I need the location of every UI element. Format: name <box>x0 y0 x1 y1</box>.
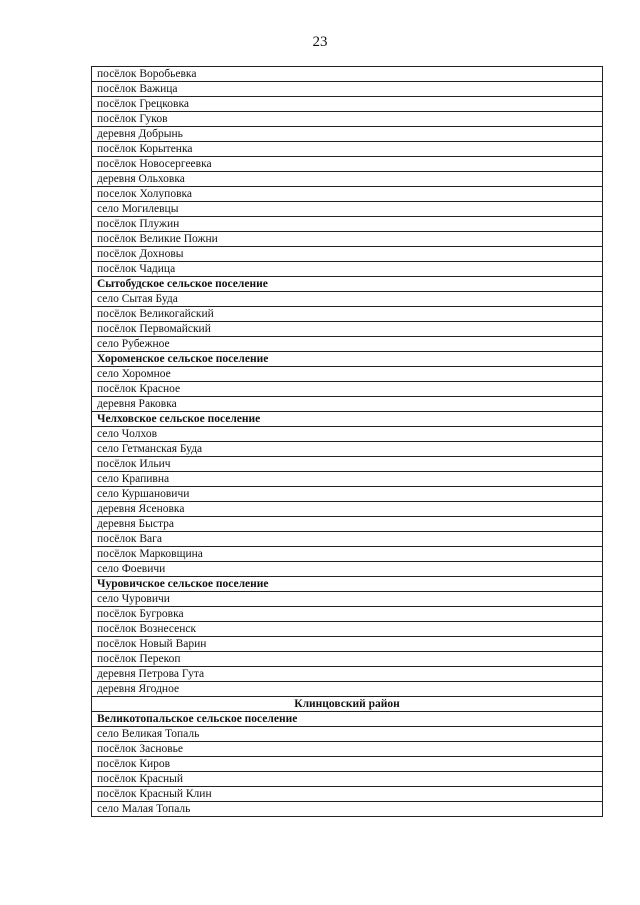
settlement-name: посёлок Перекоп <box>92 652 603 667</box>
settlement-row <box>92 127 603 142</box>
settlement-name: посёлок Марковщина <box>92 547 603 562</box>
settlement-row <box>92 652 603 667</box>
settlement-name: село Чуровичи <box>92 592 603 607</box>
settlement-name: деревня Добрынь <box>92 127 603 142</box>
settlement-name: посёлок Вага <box>92 532 603 547</box>
settlement-row <box>92 292 603 307</box>
district-header-row <box>92 697 603 712</box>
settlement-row <box>92 232 603 247</box>
settlement-name: село Сытая Буда <box>92 292 603 307</box>
settlement-name: посёлок Красный <box>92 772 603 787</box>
settlement-row <box>92 382 603 397</box>
settlement-name: посёлок Новосергеевка <box>92 157 603 172</box>
settlement-row <box>92 142 603 157</box>
settlement-row <box>92 637 603 652</box>
settlement-group-name: Сытобудское сельское поселение <box>92 277 603 292</box>
settlement-row <box>92 562 603 577</box>
settlement-group-row <box>92 352 603 367</box>
settlement-row <box>92 487 603 502</box>
settlement-name: посёлок Красный Клин <box>92 787 603 802</box>
settlement-row <box>92 667 603 682</box>
settlement-row <box>92 772 603 787</box>
settlement-name: посёлок Вознесенск <box>92 622 603 637</box>
settlement-name: село Хоромное <box>92 367 603 382</box>
settlement-name: деревня Раковка <box>92 397 603 412</box>
settlement-name: посёлок Великогайский <box>92 307 603 322</box>
settlement-group-row <box>92 712 603 727</box>
settlement-row <box>92 97 603 112</box>
settlement-group-name: Хороменское сельское поселение <box>92 352 603 367</box>
settlement-name: посёлок Киров <box>92 757 603 772</box>
settlement-row <box>92 262 603 277</box>
settlement-row <box>92 427 603 442</box>
settlement-row <box>92 457 603 472</box>
settlement-row <box>92 112 603 127</box>
settlement-row <box>92 82 603 97</box>
settlement-group-row <box>92 277 603 292</box>
settlement-row <box>92 622 603 637</box>
district-name: Клинцовский район <box>92 697 603 712</box>
page-number: 23 <box>312 34 328 50</box>
settlement-row <box>92 202 603 217</box>
settlement-name: село Малая Топаль <box>92 802 603 817</box>
settlement-name: посёлок Первомайский <box>92 322 603 337</box>
table-body <box>92 67 603 817</box>
settlement-row <box>92 187 603 202</box>
settlement-name: село Фоевичи <box>92 562 603 577</box>
settlement-name: село Чолхов <box>92 427 603 442</box>
settlement-name: посёлок Дохновы <box>92 247 603 262</box>
settlement-row <box>92 787 603 802</box>
settlement-name: деревня Петрова Гута <box>92 667 603 682</box>
settlement-name: село Куршановичи <box>92 487 603 502</box>
settlement-name: село Рубежное <box>92 337 603 352</box>
settlement-row <box>92 742 603 757</box>
settlement-name: посёлок Бугровка <box>92 607 603 622</box>
settlement-name: деревня Ольховка <box>92 172 603 187</box>
settlement-row <box>92 337 603 352</box>
settlement-row <box>92 727 603 742</box>
settlement-group-name: Челховское сельское поселение <box>92 412 603 427</box>
settlement-name: посёлок Грецковка <box>92 97 603 112</box>
settlement-row <box>92 682 603 697</box>
settlement-row <box>92 592 603 607</box>
settlement-name: деревня Ясеновка <box>92 502 603 517</box>
settlement-name: село Крапивна <box>92 472 603 487</box>
settlement-name: село Великая Топаль <box>92 727 603 742</box>
settlement-row <box>92 157 603 172</box>
settlement-row <box>92 547 603 562</box>
settlement-name: поселок Холуповка <box>92 187 603 202</box>
settlement-row <box>92 397 603 412</box>
settlement-row <box>92 517 603 532</box>
settlement-name: посёлок Гуков <box>92 112 603 127</box>
settlement-row <box>92 172 603 187</box>
settlement-name: село Гетманская Буда <box>92 442 603 457</box>
settlement-row <box>92 607 603 622</box>
settlement-name: посёлок Плужин <box>92 217 603 232</box>
settlement-row <box>92 307 603 322</box>
settlement-name: посёлок Воробьевка <box>92 67 603 82</box>
settlement-row <box>92 322 603 337</box>
settlement-row <box>92 532 603 547</box>
settlement-name: посёлок Важица <box>92 82 603 97</box>
settlement-name: посёлок Корытенка <box>92 142 603 157</box>
settlement-group-name: Великотопальское сельское поселение <box>92 712 603 727</box>
settlement-group-name: Чуровичское сельское поселение <box>92 577 603 592</box>
settlement-row <box>92 757 603 772</box>
settlement-row <box>92 802 603 817</box>
settlement-name: посёлок Засновье <box>92 742 603 757</box>
settlement-row <box>92 217 603 232</box>
settlement-group-row <box>92 412 603 427</box>
settlement-group-row <box>92 577 603 592</box>
settlement-row <box>92 367 603 382</box>
settlement-name: село Могилевцы <box>92 202 603 217</box>
settlement-row <box>92 247 603 262</box>
settlement-name: посёлок Чадица <box>92 262 603 277</box>
settlement-name: посёлок Красное <box>92 382 603 397</box>
settlement-row <box>92 502 603 517</box>
settlement-name: деревня Быстра <box>92 517 603 532</box>
settlement-row <box>92 472 603 487</box>
settlement-row <box>92 67 603 82</box>
settlement-name: деревня Ягодное <box>92 682 603 697</box>
settlement-name: посёлок Великие Пожни <box>92 232 603 247</box>
settlement-row <box>92 442 603 457</box>
settlement-name: посёлок Ильич <box>92 457 603 472</box>
settlement-table <box>91 66 603 817</box>
settlement-name: посёлок Новый Варин <box>92 637 603 652</box>
